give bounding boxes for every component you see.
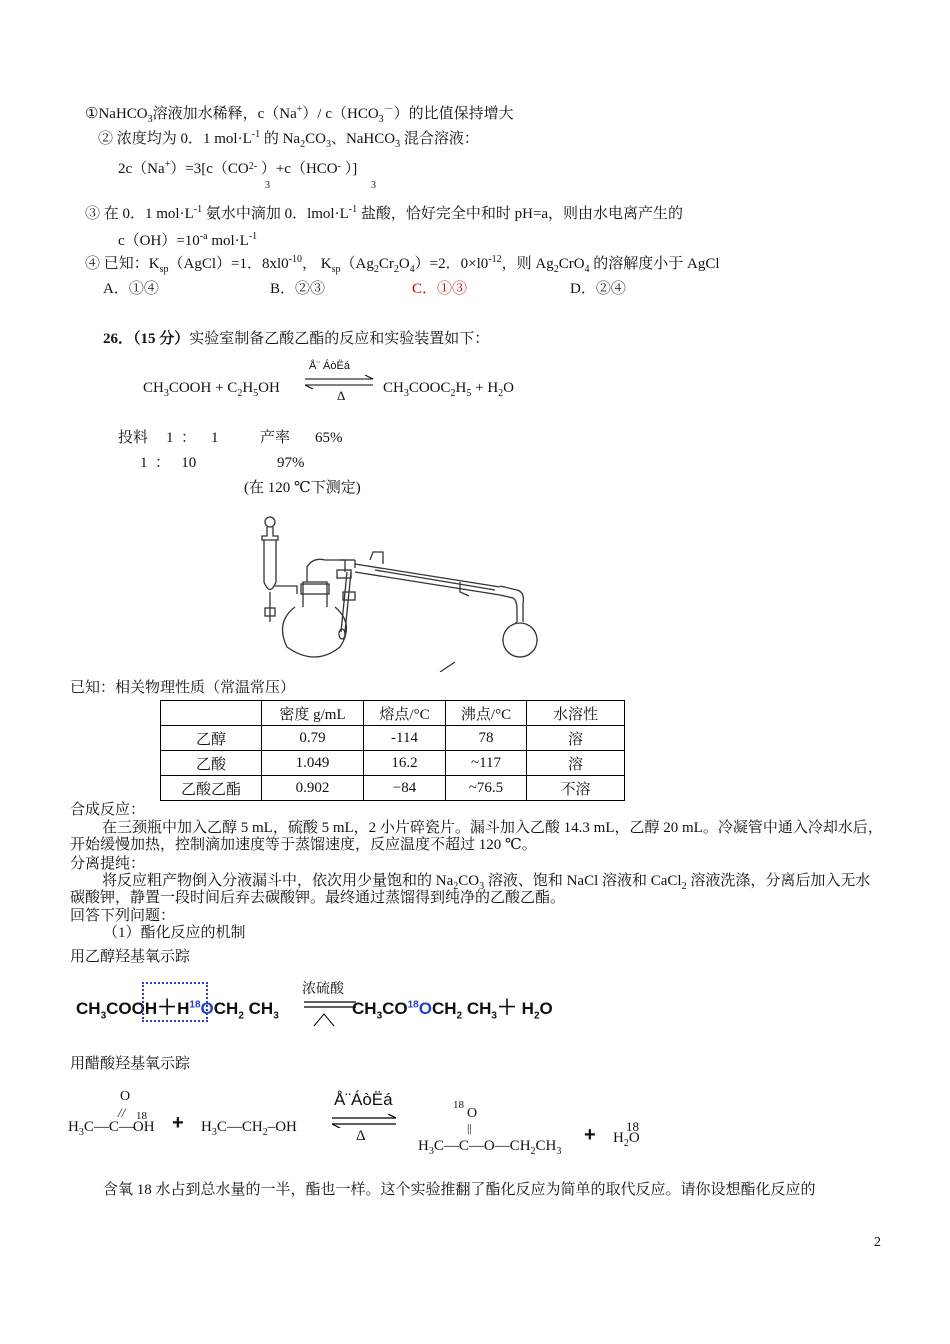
ester-structure: $H_3C—C—O—CH_2CH_3$ (418, 1138, 562, 1157)
table-header-cell: 水溶性 (527, 701, 625, 726)
yield-1: 65% (315, 430, 343, 446)
isotope-equation-1: $CH_3COOH+H^{18}OCH_2$ $CH_3$ (76, 997, 279, 1022)
measurement-condition: (在 120 ℃下测定) (244, 480, 361, 496)
acetic-acid-structure: $H_3C—C—OH$ (68, 1119, 155, 1138)
table-cell: ~76.5 (446, 776, 527, 801)
table-cell: 1.049 (262, 751, 364, 776)
question-1: （1）酯化反应的机制 (103, 925, 246, 941)
table-header-cell: 沸点/°C (446, 701, 527, 726)
properties-title: 已知：相关物理性质（常温常压） (70, 680, 296, 696)
water-formula: $H_2O$ (613, 1130, 640, 1149)
choice-c: C．①③ (412, 281, 468, 297)
highlight-box (142, 982, 208, 1022)
table-cell: 78 (446, 726, 527, 751)
table-row (161, 726, 625, 751)
double-bond-mark: // (118, 1105, 126, 1120)
table-cell: 乙酸乙酯 (161, 776, 262, 801)
isotope-18-label: 18 (136, 1110, 147, 1122)
ratio-label: 投料 (118, 430, 149, 446)
reaction-right: $CH_3COOC_2H_5 + H_2O$ (383, 380, 515, 399)
table-cell: 溶 (527, 751, 625, 776)
separation-heading: 分离提纯： (70, 856, 146, 872)
ratio-1: 1 ： 1 (166, 430, 219, 446)
reaction-left: $CH_3COOH + C_2H_5OH$ (143, 380, 280, 399)
choice-d: D．②④ (570, 281, 626, 297)
plus-sign-1: + (172, 1112, 184, 1134)
product-isotope-18: 18 (453, 1099, 464, 1111)
choice-b: B．②③ (270, 281, 326, 297)
trace-ethanol-label: 用乙醇羟基氧示踪 (70, 949, 191, 965)
yield-label: 产率 (260, 430, 291, 446)
option-item-2-line2: $2c(Na^+)=3[c(CO^{2-}$ ）+c（HCO- ）] (118, 159, 358, 177)
table-cell: -114 (364, 726, 446, 751)
reaction-catalyst-label: Å¨ ÁòËá (309, 360, 350, 372)
eq1-arrow (302, 996, 358, 1030)
trace-acetic-label: 用醋酸羟基氧示踪 (70, 1056, 191, 1072)
question-26-heading (103, 329, 489, 349)
table-cell: 乙醇 (161, 726, 262, 751)
table-cell: ~117 (446, 751, 527, 776)
subscript-3b: 3 (371, 180, 376, 191)
option-item-4: ④ 已知：$K_{sp}(AgCl)=1$．$8xl0^{-10}$， $K_{sp}(Ag_2Cr_2O_4)=2$．$0\times l0^{-12}$，则 $Ag_2CrO_4$ 的溶解度小于 AgCl (85, 254, 720, 275)
questions-heading: 回答下列问题： (70, 908, 176, 924)
eq1-catalyst: 浓硫酸 (302, 982, 344, 997)
plus-sign-2: + (584, 1124, 596, 1146)
eq2-catalyst: Å¨ÁòËá (334, 1090, 393, 1109)
carbonyl-o-label: O (120, 1089, 131, 1104)
ethanol-structure: $H_3C—CH_2-OH$ (201, 1119, 297, 1138)
subscript-3a: 3 (265, 180, 270, 191)
table-cell: 0.79 (262, 726, 364, 751)
synthesis-heading: 合成反应： (70, 802, 146, 818)
table-header-cell: 密度 g/mL (262, 701, 364, 726)
table-cell: 0.902 (262, 776, 364, 801)
water-isotope-18: 18 (626, 1119, 639, 1134)
physical-properties-table (160, 700, 625, 801)
isotope-equation-1-product: $CH_3CO^{18}OCH_2$ $CH_3+ H_2O$ (352, 997, 553, 1022)
ratio-2: 1 ： 10 (140, 455, 197, 471)
synthesis-text: 在三颈瓶中加入乙醇 5 mL，硫酸 5 mL，2 小片碎瓷片。漏斗加入乙酸 14.3 mL，乙醇 20 mL。冷凝管中通入冷却水后，开始缓慢加热，控制滴加速度等于蒸馏速度，反应温度不超过 120 ℃。 (70, 820, 883, 853)
table-cell: 16.2 (364, 751, 446, 776)
conclusion-text: 含氧 18 水占到总水量的一半，酯也一样。这个实验推翻了酯化反应为简单的取代反应。请你设想酯化反应的 (103, 1182, 816, 1198)
page-number: 2 (874, 1235, 881, 1250)
choice-a: A．①④ (103, 281, 159, 297)
option-item-2-line1: ② 浓度均为 0．1 $mol\cdot L^{-1}$ 的 $Na_2CO_3$、NaHCO$_3$ 混合溶液： (98, 129, 479, 150)
table-header-row (161, 701, 625, 726)
product-double-bond: || (467, 1121, 472, 1135)
table-row (161, 751, 625, 776)
table-header-cell: 熔点/°C (364, 701, 446, 726)
option-item-3-line2: $c(OH)=10^{-a}$ $mol\cdot L^{-1}$ (118, 231, 258, 249)
eq2-heat: Δ (356, 1128, 366, 1144)
question-text: 实验室制备乙酸乙酯的反应和实验装置如下： (189, 331, 490, 347)
table-cell: 乙酸 (161, 751, 262, 776)
table-header-cell (161, 701, 262, 726)
table-cell: 溶 (527, 726, 625, 751)
reaction-heat-label: Δ (337, 388, 346, 403)
question-number: 26．（15 分） (103, 331, 190, 347)
option-item-1: ①NaHCO$_3$溶液加水稀释，c（Na+）/ $c(HCO_3^-)$的比值保持增大 (85, 104, 514, 125)
option-item-3-line1: ③ 在 0．1 $mol\cdot L^{-1}$ 氨水中滴加 0．$lmol\cdot L^{-1}$ 盐酸，恰好完全中和时 pH=a，则由水电离产生的 (85, 204, 684, 222)
distillation-apparatus-figure (255, 512, 555, 672)
yield-2: 97% (277, 455, 305, 471)
separation-text: 将反应粗产物倒入分液漏斗中，依次用少量饱和的 $Na_2CO_3$ 溶液、饱和 NaCl 溶液和 CaCl$_2$ 溶液洗涤，分离后加入无水碳酸钾，静置一段时间后弃去碳酸钾。最终通过蒸馏得到纯净的乙酸乙酯。 (70, 873, 871, 906)
product-carbonyl-o: O (467, 1106, 478, 1121)
table-row (161, 776, 625, 801)
table-cell: 不溶 (527, 776, 625, 801)
table-cell: −84 (364, 776, 446, 801)
